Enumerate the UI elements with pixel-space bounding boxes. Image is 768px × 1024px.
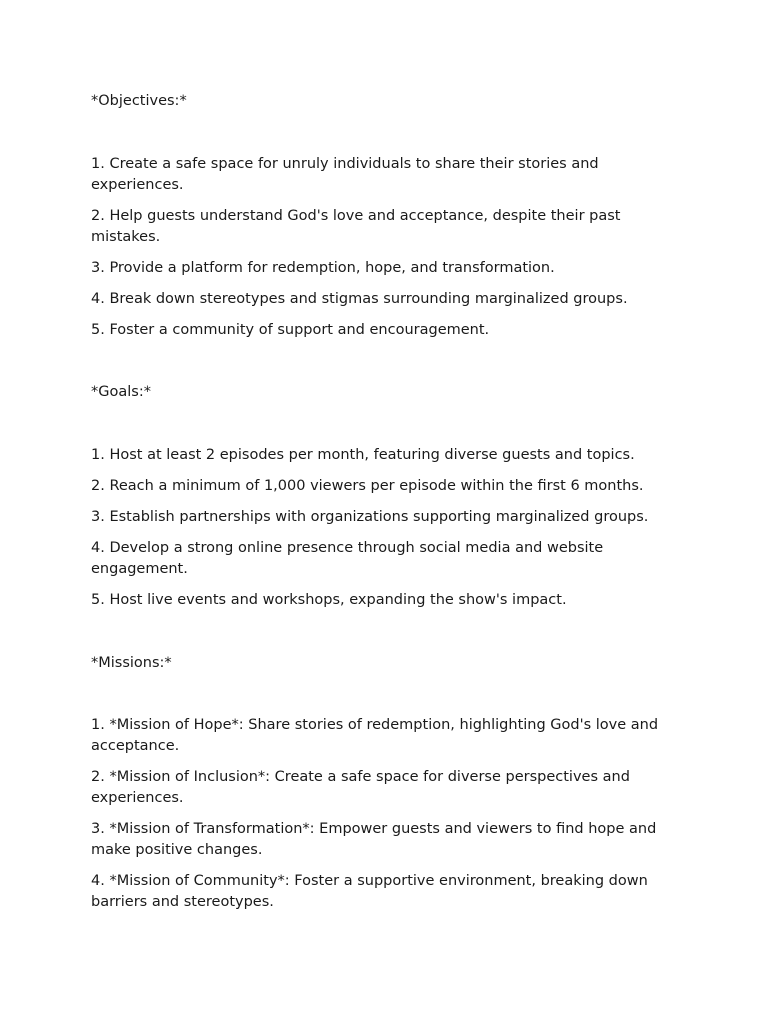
goal-item: 5. Host live events and workshops, expanding the show's impact. bbox=[91, 592, 567, 608]
mission-item: 4. *Mission of Community*: Foster a supportive environment, breaking down barriers and stereotypes. bbox=[91, 873, 648, 910]
goal-item: 2. Reach a minimum of 1,000 viewers per episode within the first 6 months. bbox=[91, 478, 644, 494]
objective-item: 2. Help guests understand God's love and acceptance, despite their past mistakes. bbox=[91, 208, 621, 245]
mission-item: 1. *Mission of Hope*: Share stories of redemption, highlighting God's love and acceptance. bbox=[91, 717, 659, 754]
goals-list bbox=[91, 445, 681, 611]
missions-heading: *Missions:* bbox=[91, 655, 172, 671]
mission-item: 2. *Mission of Inclusion*: Create a safe space for diverse perspectives and experiences. bbox=[91, 769, 630, 806]
goals-heading: *Goals:* bbox=[91, 384, 151, 400]
objective-item: 5. Foster a community of support and encouragement. bbox=[91, 322, 490, 338]
objectives-heading: *Objectives:* bbox=[91, 93, 187, 109]
goal-item: 1. Host at least 2 episodes per month, featuring diverse guests and topics. bbox=[91, 447, 635, 463]
objective-item: 3. Provide a platform for redemption, hope, and transformation. bbox=[91, 260, 555, 276]
mission-item: 3. *Mission of Transformation*: Empower guests and viewers to find hope and make positive changes. bbox=[91, 821, 657, 858]
missions-list bbox=[91, 715, 681, 913]
objective-item: 4. Break down stereotypes and stigmas surrounding marginalized groups. bbox=[91, 291, 628, 307]
goal-item: 3. Establish partnerships with organizations supporting marginalized groups. bbox=[91, 509, 649, 525]
objective-item: 1. Create a safe space for unruly individuals to share their stories and experiences. bbox=[91, 156, 599, 193]
objectives-list bbox=[91, 154, 681, 341]
goal-item: 4. Develop a strong online presence through social media and website engagement. bbox=[91, 540, 604, 577]
